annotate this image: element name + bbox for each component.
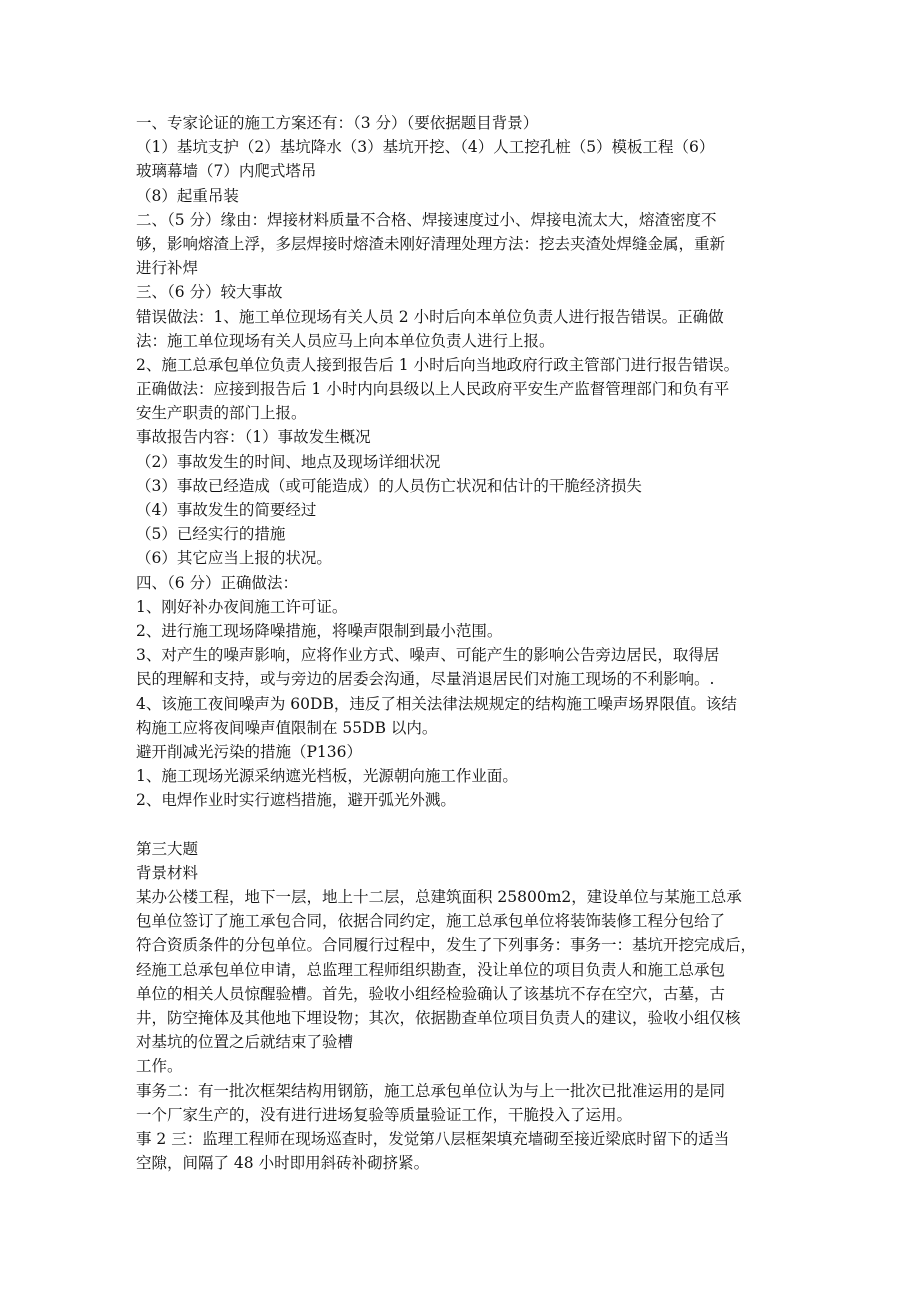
text-line: 工作。	[136, 1057, 183, 1076]
text-line: 包单位签订了施工承包合同，依据合同约定，施工总承包单位将装饰装修工程分包给了	[136, 912, 726, 931]
text-line: （4）事故发生的简要经过	[136, 501, 317, 519]
text-line: 2、电焊作业时实行遮档措施，避开弧光外溅。	[136, 791, 456, 810]
text-line: 错误做法：1、施工单位现场有关人员 2 小时后向本单位负责人进行报告错误。正确做	[136, 307, 724, 326]
text-line: 事务二：有一批次框架结构用钢筋，施工总承包单位认为与上一批次已批准运用的是同	[136, 1081, 726, 1100]
text-line: （1）基坑支护（2）基坑降水（3）基坑开挖、（4）人工挖孔桩（5）模板工程（6）	[136, 138, 715, 157]
text-line: （3）事故已经造成（或可能造成）的人员伤亡状况和估计的干脆经济损失	[136, 476, 642, 495]
text-line: 构施工应将夜间噪声值限制在 55DB 以内。	[136, 718, 438, 737]
text-line: 对基坑的位置之后就结束了验槽	[136, 1033, 354, 1052]
text-line: 够，影响熔渣上浮，多层焊接时熔渣未刚好清理处理方法：挖去夹渣处焊缝金属，重新	[136, 234, 726, 253]
text-line: （8）起重吊装	[136, 186, 239, 205]
section-subheading: 背景材料	[136, 863, 199, 882]
paragraph-gap	[136, 812, 788, 836]
text-line: 进行补焊	[136, 259, 199, 278]
text-line: 避开削减光污染的措施（P136）	[136, 742, 363, 761]
text-line: 2、进行施工现场降噪措施，将噪声限制到最小范围。	[136, 621, 503, 640]
text-line: 法：施工单位现场有关人员应马上向本单位负责人进行上报。	[136, 331, 555, 350]
text-line: 符合资质条件的分包单位。合同履行过程中，发生了下列事务：事务一：基坑开挖完成后，	[136, 936, 757, 955]
question-section	[136, 837, 788, 1176]
section-heading: 第三大题	[136, 839, 199, 858]
document-body	[136, 111, 788, 1175]
text-line: 经施工总承包单位申请，总监理工程师组织勘查，没让单位的项目负责人和施工总承包	[136, 960, 726, 979]
text-line: 一、专家论证的施工方案还有：（3 分）（要依据题目背景）	[136, 114, 539, 132]
text-line: 玻璃幕墙（7）内爬式塔吊	[136, 162, 317, 181]
text-line: 单位的相关人员惊醒验槽。首先，验收小组经检验确认了该基坑不存在空穴，古墓，古	[136, 984, 726, 1003]
text-line: 事 2 三：监理工程师在现场巡查时，发觉第八层框架填充墙砌至接近梁底时留下的适当	[136, 1129, 730, 1148]
text-line: 安生产职责的部门上报。	[136, 404, 307, 423]
text-line: 正确做法：应接到报告后 1 小时内向县级以上人民政府平安生产监督管理部门和负有平	[136, 380, 730, 399]
text-line: 井，防空掩体及其他地下埋设物；其次，依据勘查单位项目负责人的建议，验收小组仅核	[136, 1008, 741, 1027]
text-line: 某办公楼工程，地下一层，地上十二层，总建筑面积 25800m2，建设单位与某施工总承	[136, 888, 742, 906]
text-line: 3、对产生的噪声影响，应将作业方式、噪声、可能产生的影响公告旁边居民，取得居	[136, 646, 720, 665]
text-line: 2、施工总承包单位负责人接到报告后 1 小时后向当地政府行政主管部门进行报告错误。	[136, 355, 740, 374]
text-line: 三、（6 分）较大事故	[136, 283, 283, 302]
text-line: （5）已经实行的措施	[136, 525, 286, 544]
text-line: 空隙，间隔了 48 小时即用斜砖补砌挤紧。	[136, 1154, 430, 1173]
answer-section	[136, 111, 788, 812]
text-line: 一个厂家生产的，没有进行进场复验等质量验证工作，干脆投入了运用。	[136, 1105, 633, 1124]
text-line: 1、施工现场光源采纳遮光档板，光源朝向施工作业面。	[136, 767, 518, 786]
text-line: （6）其它应当上报的状况。	[136, 549, 332, 568]
text-line: 1、刚好补办夜间施工许可证。	[136, 597, 348, 616]
text-line: （2）事故发生的时间、地点及现场详细状况	[136, 452, 441, 471]
text-line: 事故报告内容：（1）事故发生概况	[136, 428, 371, 447]
text-line: 民的理解和支持，或与旁边的居委会沟通，尽量消退居民们对施工现场的不利影响。.	[136, 670, 715, 689]
text-line: 4、该施工夜间噪声为 60DB，违反了相关法律法规规定的结构施工噪声场界限值。该结	[136, 694, 737, 713]
text-line: 四、（6 分）正确做法：	[136, 573, 299, 592]
text-line: 二、（5 分）缘由：焊接材料质量不合格、焊接速度过小、焊接电流太大，熔渣密度不	[136, 210, 717, 229]
